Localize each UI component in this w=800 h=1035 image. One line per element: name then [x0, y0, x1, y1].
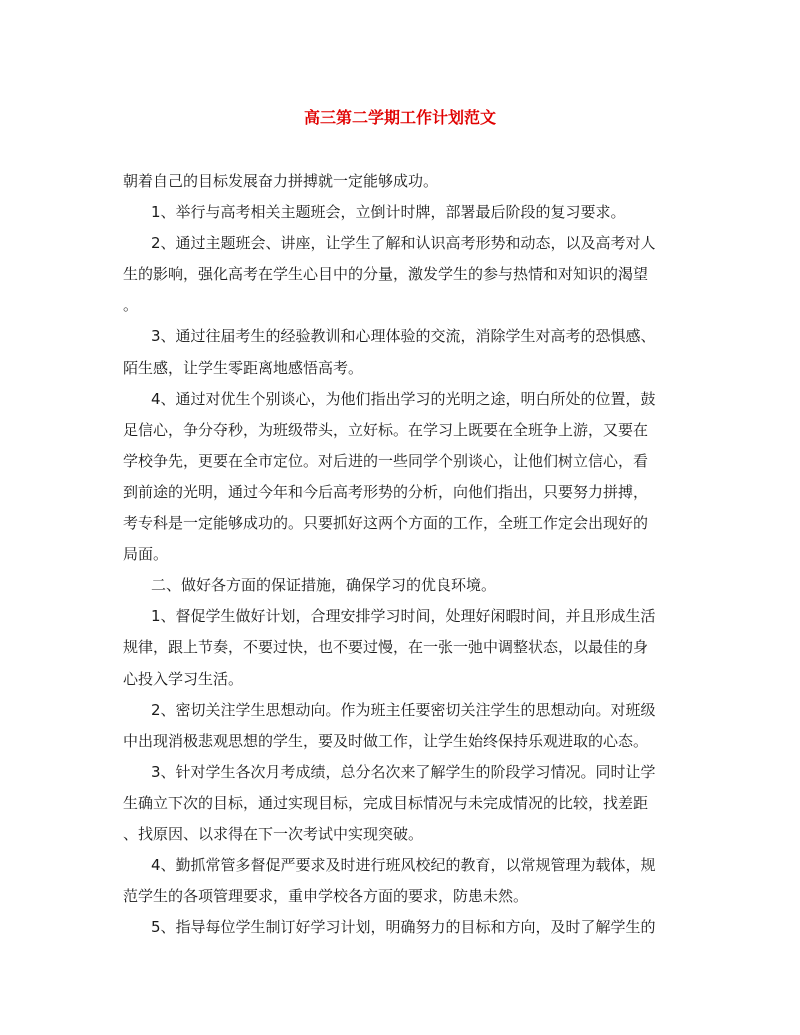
text-line: 陌生感，让学生零距离地感悟高考。 [123, 358, 364, 377]
text-line: 朝着自己的目标发展奋力拼搏就一定能够成功。 [123, 172, 439, 190]
text-line: 5、指导每位学生制订好学习计划，明确努力的目标和方向，及时了解学生的 [151, 918, 656, 937]
text-line: 3、针对学生各次月考成绩，总分名次来了解学生的阶段学习情况。同时让学 [151, 762, 656, 781]
text-line: 4、通过对优生个别谈心，为他们指出学习的光明之途，明白所处的位置，鼓 [151, 389, 656, 408]
text-line: 生的影响，强化高考在学生心目中的分量，激发学生的参与热情和对知识的渴望 [123, 265, 649, 284]
text-line: 1、举行与高考相关主题班会，立倒计时牌，部署最后阶段的复习要求。 [151, 203, 626, 222]
text-line: 心投入学习生活。 [123, 669, 244, 688]
document-body [123, 166, 683, 943]
text-line: 1、督促学生做好计划，合理安排学习时间，处理好闲暇时间，并且形成生活 [151, 607, 656, 626]
document-title: 高三第二学期工作计划范文 [303, 108, 496, 127]
text-line: 足信心，争分夺秒，为班级带头，立好标。在学习上既要在全班争上游，又要在 [123, 420, 649, 439]
text-line: 二、做好各方面的保证措施，确保学习的优良环境。 [151, 576, 497, 595]
text-line: 到前途的光明，通过今年和今后高考形势的分析，向他们指出，只要努力拼搏， [123, 482, 649, 501]
text-line: 2、通过主题班会、讲座，让学生了解和认识高考形势和动态，以及高考对人 [151, 234, 656, 253]
text-line: 考专科是一定能够成功的。只要抓好这两个方面的工作，全班工作定会出现好的 [123, 514, 649, 533]
text-line: 学校争先，更要在全市定位。对后进的一些同学个别谈心，让他们树立信心，看 [123, 451, 649, 470]
text-line: 。 [123, 296, 139, 315]
text-line: 3、通过往届考生的经验教训和心理体验的交流，消除学生对高考的恐惧感、 [151, 327, 656, 346]
text-line: 范学生的各项管理要求，重申学校各方面的要求，防患未然。 [123, 887, 529, 906]
text-line: 、找原因、以求得在下一次考试中实现突破。 [123, 824, 424, 843]
text-line: 2、密切关注学生思想动向。作为班主任要密切关注学生的思想动向。对班级 [151, 700, 656, 719]
text-line: 规律，跟上节奏，不要过快，也不要过慢，在一张一弛中调整状态，以最佳的身 [123, 638, 649, 657]
text-line: 生确立下次的目标，通过实现目标，完成目标情况与未完成情况的比较，找差距 [123, 793, 649, 812]
text-line: 局面。 [123, 545, 169, 564]
text-line: 4、勤抓常管多督促严要求及时进行班风校纪的教育，以常规管理为载体，规 [151, 856, 656, 875]
text-line: 中出现消极悲观思想的学生，要及时做工作，让学生始终保持乐观进取的心态。 [123, 731, 649, 750]
